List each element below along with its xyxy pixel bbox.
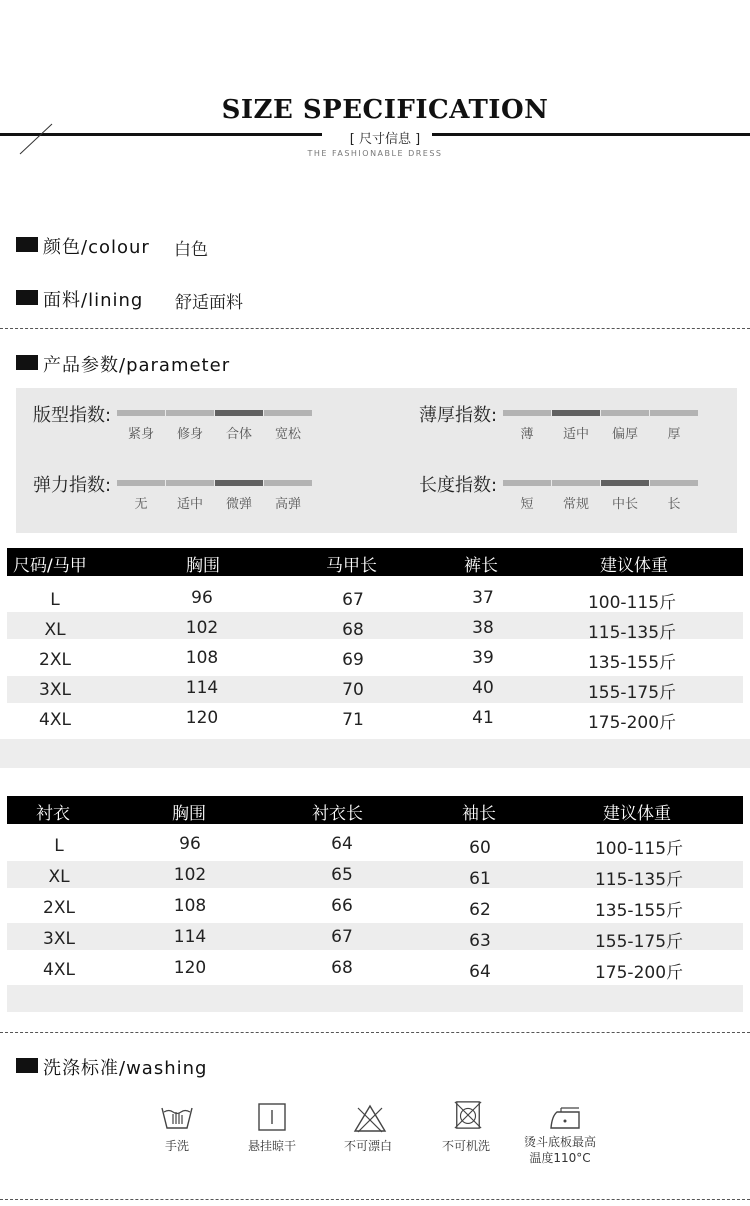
index-option-label: 厚	[667, 427, 681, 442]
index-option-label: 适中	[562, 427, 589, 442]
table-cell: 4XL	[43, 960, 75, 980]
index-segment	[601, 480, 649, 486]
lining-value: 舒适面料	[175, 293, 243, 313]
table1-header-weight: 建议体重	[600, 556, 668, 576]
table2-header-chest: 胸围	[172, 804, 206, 824]
index-segment	[552, 480, 600, 486]
hand-wash-label: 手洗	[164, 1139, 189, 1153]
index-option-label: 微弹	[225, 497, 252, 512]
table2-header-shirt-length: 衬衣长	[312, 804, 363, 824]
index-segment	[264, 480, 312, 486]
index-option-label: 高弹	[274, 497, 301, 512]
washing-label: 洗涤标准/washing	[43, 1058, 208, 1079]
table1-header-vest-length: 马甲长	[326, 556, 377, 576]
no-bleach-label: 不可漂白	[343, 1139, 392, 1153]
lining-label: 面料/lining	[43, 290, 144, 311]
index-option-label: 短	[520, 497, 534, 512]
table-cell: 68	[331, 958, 353, 978]
table-cell: 108	[173, 896, 207, 916]
table-cell: 2XL	[43, 898, 75, 918]
colour-value: 白色	[174, 240, 208, 260]
table-cell: 96	[179, 834, 201, 854]
table-cell: 115-135斤	[587, 623, 677, 643]
hang-dry-label: 悬挂晾干	[247, 1139, 296, 1153]
index-option-label: 常规	[562, 497, 589, 512]
index-option-label: 宽松	[274, 427, 301, 442]
index-option-label: 中长	[611, 497, 638, 512]
section-marker-icon	[16, 290, 38, 305]
table-cell: 4XL	[39, 710, 71, 730]
index-segment	[117, 480, 165, 486]
table-cell: 61	[469, 869, 491, 889]
index-option-label: 无	[134, 497, 148, 512]
table-cell: 41	[472, 708, 494, 728]
no-machine-wash-icon	[450, 1100, 486, 1130]
elasticity-index-title: 弹力指数:	[33, 475, 112, 496]
table1-header-size: 尺码/马甲	[13, 556, 87, 576]
index-option-label: 薄	[520, 427, 534, 442]
table-cell: 62	[469, 900, 491, 920]
table-cell: 175-200斤	[594, 963, 684, 983]
table-cell: 120	[173, 958, 207, 978]
colour-label: 颜色/colour	[43, 237, 150, 258]
table-cell: 64	[469, 962, 491, 982]
table-cell: 100-115斤	[594, 839, 684, 859]
page-tagline: THE FASHIONABLE DRESS	[307, 149, 443, 158]
section-divider	[0, 1032, 750, 1033]
table-cell: 114	[185, 678, 219, 698]
table-cell: 66	[331, 896, 353, 916]
index-option-label: 紧身	[127, 427, 154, 442]
table-cell: XL	[48, 867, 70, 887]
table-cell: 114	[173, 927, 207, 947]
table-cell: 68	[342, 620, 364, 640]
table-cell: 155-175斤	[594, 932, 684, 952]
no-machine-wash-label: 不可机洗	[441, 1139, 490, 1153]
no-bleach-icon	[352, 1104, 388, 1134]
table1-header-chest: 胸围	[186, 556, 220, 576]
decorative-slash-icon	[18, 122, 54, 156]
index-segment	[215, 480, 263, 486]
table-cell: 65	[331, 865, 353, 885]
index-segment	[117, 410, 165, 416]
index-option-label: 偏厚	[611, 427, 638, 442]
table-cell: 70	[342, 680, 364, 700]
table-cell: 69	[342, 650, 364, 670]
table-cell: 67	[342, 590, 364, 610]
table-cell: 135-155斤	[594, 901, 684, 921]
table-cell: 63	[469, 931, 491, 951]
table-cell: 3XL	[39, 680, 71, 700]
table-cell: 71	[342, 710, 364, 730]
thickness-index-title: 薄厚指数:	[419, 405, 498, 426]
table-cell: 100-115斤	[587, 593, 677, 613]
page-title: SIZE SPECIFICATION	[221, 95, 549, 125]
section-divider	[0, 1199, 750, 1200]
table-cell: 102	[185, 618, 219, 638]
hand-wash-icon	[159, 1102, 195, 1132]
iron-label-temperature: 温度110°C	[529, 1151, 591, 1165]
index-segment	[503, 410, 551, 416]
iron-icon	[547, 1104, 583, 1134]
index-segment	[503, 480, 551, 486]
section-marker-icon	[16, 1058, 38, 1073]
fit-index-title: 版型指数:	[33, 405, 112, 426]
iron-label: 烫斗底板最高	[523, 1135, 596, 1149]
table-cell: 108	[185, 648, 219, 668]
table-cell: L	[54, 836, 64, 856]
index-segment	[650, 410, 698, 416]
table2-header-shirt: 衬衣	[36, 804, 70, 824]
table-cell: 115-135斤	[594, 870, 684, 890]
table-cell: 39	[472, 648, 494, 668]
index-segment	[650, 480, 698, 486]
table-cell: 37	[472, 588, 494, 608]
index-option-label: 修身	[176, 427, 203, 442]
table-cell: 3XL	[43, 929, 75, 949]
index-segment	[552, 410, 600, 416]
table-cell: 155-175斤	[587, 683, 677, 703]
table-cell: 96	[191, 588, 213, 608]
table-cell: 102	[173, 865, 207, 885]
length-index-title: 长度指数:	[419, 475, 498, 496]
page-subtitle: [ 尺寸信息 ]	[349, 132, 421, 147]
index-segment	[264, 410, 312, 416]
index-segment	[215, 410, 263, 416]
index-option-label: 合体	[225, 427, 252, 442]
table-cell: XL	[44, 620, 66, 640]
section-marker-icon	[16, 237, 38, 252]
index-option-label: 适中	[176, 497, 203, 512]
table1-header-pants-length: 裤长	[464, 556, 498, 576]
table2-header-sleeve-length: 袖长	[462, 804, 496, 824]
table1-footer-band	[0, 739, 750, 768]
index-segment	[601, 410, 649, 416]
table-cell: 67	[331, 927, 353, 947]
table2-footer-band	[7, 985, 743, 1012]
hang-dry-icon	[254, 1102, 290, 1132]
section-marker-icon	[16, 355, 38, 370]
section-divider	[0, 328, 750, 329]
table-cell: 175-200斤	[587, 713, 677, 733]
table-cell: 2XL	[39, 650, 71, 670]
parameter-label: 产品参数/parameter	[43, 355, 231, 376]
index-option-label: 长	[667, 497, 681, 512]
table2-header-weight: 建议体重	[603, 804, 671, 824]
table-cell: 60	[469, 838, 491, 858]
table-cell: 38	[472, 618, 494, 638]
table-cell: 135-155斤	[587, 653, 677, 673]
index-segment	[166, 480, 214, 486]
table-cell: 40	[472, 678, 494, 698]
index-segment	[166, 410, 214, 416]
table-cell: L	[50, 590, 60, 610]
table-cell: 64	[331, 834, 353, 854]
table-cell: 120	[185, 708, 219, 728]
